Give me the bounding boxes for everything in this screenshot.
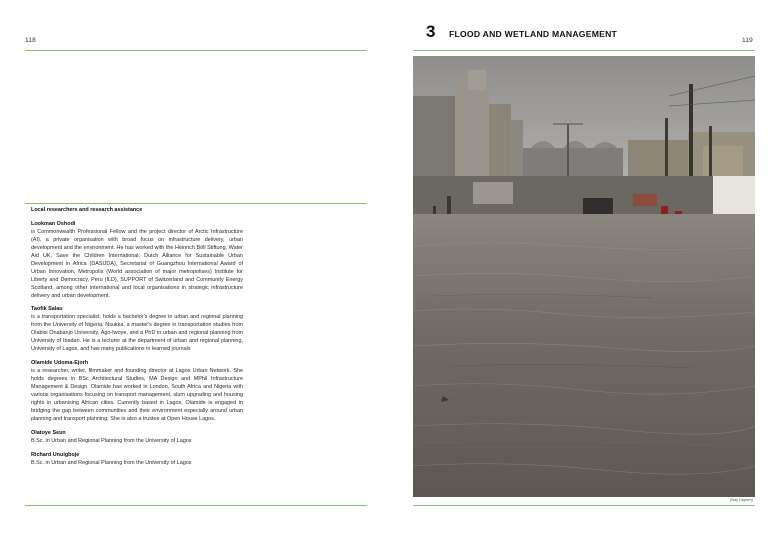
photo-credit: (Naji Fagbeh)	[730, 498, 754, 502]
header-rule-left	[25, 50, 367, 51]
section-top-rule	[25, 203, 367, 204]
person-entry	[31, 360, 243, 424]
page-number-left: 118	[25, 37, 36, 44]
flooded-street-photo	[413, 56, 755, 497]
person-bio: B.Sc. in Urban and Regional Planning from the University of Lagos	[31, 437, 192, 444]
person-name: Lookman Oshodi	[31, 220, 76, 227]
person-bio: is Commonwealth Professional Fellow and the project director of Arctic Infrastructure (AI), a private organisation with broad focus on infrastructure delivery, urban development and the environment. He has worked with the Heinrich Böll Stiftung, Water Aid UK, Save the Children International, Dutch Alliance for Sustainable Urban Development in Africa (DASUDA), Secretariat of Guangzhou International Award of Urban Innovation, Metropolis (World association of major metropolises) Institute for Liberty and Democracy, Peru (ILD), SUPPORT of Switzerland and Community Energy Scotland, among other international and local organisations in strategic infrastructure delivery and urban development.	[31, 228, 243, 299]
page-number-right: 119	[742, 37, 753, 44]
person-entry	[31, 221, 243, 301]
researchers-section	[31, 207, 243, 474]
person-name: Richard Unuigboje	[31, 451, 80, 458]
person-entry	[31, 452, 243, 468]
person-bio: is a transportation specialist, holds a bachelor's degree in urban and regional planning from the University of Nigeria, Nsukka, a master's degree in transportation studies from Olabisi Onabanjo University, Ago-Iwoye, and a PhD in urban and regional planning from University of Ibadan. He is a lecturer at the department of urban and regional planning, University of Lagos, and has many publications in learned journals	[31, 314, 243, 353]
footer-rule-right	[413, 505, 755, 506]
person-name: Olamide Udoma-Ejorh	[31, 360, 89, 367]
person-bio: is a researcher, writer, filmmaker and founding director at Lagos Urban Network. She holds degrees in BSc Architectural Studies, MA Design and MPhil Infrastructure Management & Design. Olamide has worked in London, South Africa and Nigeria with various organisations focusing on transport management, slum upgrading and housing rights in urbanising African cities. Currently based in Lagos, Olamide is engaged in bridging the gap between communities and their environment especially around urban planning and transport planning. She is also a trustee at Open House Lagos.	[31, 368, 243, 422]
chapter-title: FLOOD AND WETLAND MANAGEMENT	[449, 29, 618, 39]
section-title: Local researchers and research assistance	[31, 207, 143, 213]
person-entry	[31, 306, 243, 354]
person-name: Olatoye Seun	[31, 429, 66, 436]
header-rule-right	[413, 50, 755, 51]
person-entry	[31, 430, 243, 446]
person-bio: B.Sc. in Urban and Regional Planning from the University of Lagos	[31, 459, 192, 466]
person-name: Taofik Salau	[31, 306, 63, 313]
footer-rule-left	[25, 505, 367, 506]
chapter-number: 3	[426, 22, 436, 41]
